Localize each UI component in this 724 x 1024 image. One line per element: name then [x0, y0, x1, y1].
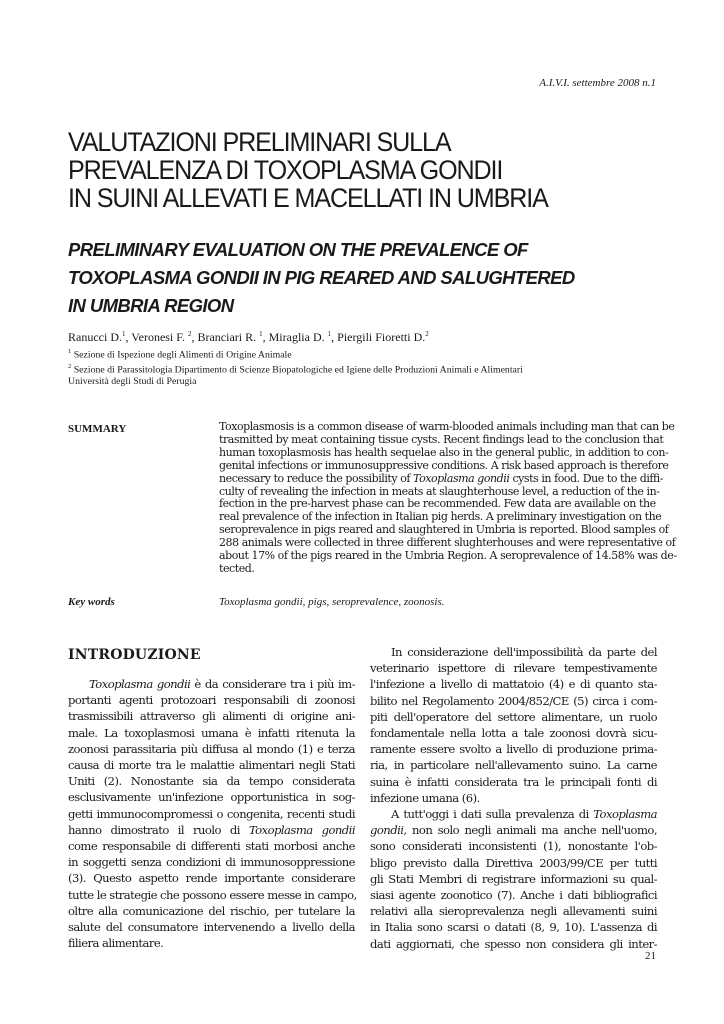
text-line: human toxoplasmosis has health sequelae also in the general public, in addition to con- — [219, 445, 669, 459]
text-line: veterinario ispettore di rilevare tempestivamente — [370, 661, 657, 676]
text-line: ramente essere svolto a livello di produzione prima- — [370, 742, 657, 757]
text-line: Toxoplasmosis is a common disease of warm-blooded animals including man that can be — [219, 420, 675, 433]
text-line: seroprevalence in pigs reared and slaughtered in Umbria is reported. Blood samples of — [219, 523, 669, 537]
text-line: necessary to reduce the possibility of Toxoplasma gondii cysts in food. Due to the diffi- — [219, 471, 663, 485]
affiliation-mark: 1 — [68, 348, 72, 355]
author-name: Miraglia D. — [268, 330, 328, 344]
journal-header: A.I.V.I. settembre 2008 n.1 — [539, 77, 656, 89]
text-line: siasi agente zoonotico (7). Anche i dati bibliografici — [370, 888, 657, 903]
text-line: fondamentale nella lotta a tale zoonosi dovrà sicu- — [370, 726, 657, 741]
text-line: A tutt'oggi i dati sulla prevalenza di Toxoplasma — [391, 807, 657, 822]
text-line: salute del consumatore intervenendo a livello della — [68, 920, 355, 935]
text-line: about 17% of the pigs reared in the Umbria Region. A seroprevalence of 14.58% was de- — [219, 549, 677, 563]
text-line: tutte le strategie che possono essere messe in campo, — [68, 887, 357, 902]
text-line: in soggetti senza condizioni di immunosoppressione — [68, 855, 355, 870]
text-line: l'infezione a livello di mattatoio (4) e di quanto sta- — [370, 677, 657, 692]
text-line: zoonosi parassitaria più diffusa al mondo (1) e terza — [68, 741, 355, 756]
text-line: hanno dimostrato il ruolo di Toxoplasma gondii — [68, 822, 355, 837]
text-line: oltre alla comunicazione del rischio, per tutelare la — [68, 903, 355, 918]
text-line: culty of revealing the infection in meats at slaughterhouse level, a reduction of the in- — [219, 484, 660, 498]
affiliation-text: Sezione di Parassitologia Dipartimento di Scienze Biopatologiche ed Igiene delle Produzioni Animali e Alimentari — [71, 364, 523, 376]
right-column-text — [370, 644, 657, 952]
author-affiliation-mark: 2 — [187, 330, 192, 338]
text-line: causa di morte tra le malattie alimentari negli Stati — [68, 758, 355, 773]
text-line: bligo previsto dalla Direttiva 2003/99/CE per tutti — [370, 855, 657, 870]
text-line: bilito nel Regolamento 2004/852/CE (5) circa i com- — [370, 693, 657, 708]
section-heading-introduzione: INTRODUZIONE — [68, 647, 201, 663]
text-line: getti immunocompromessi o congenita, recenti studi — [68, 806, 355, 821]
text-line: dati aggiornati, che spesso non considera gli inter- — [370, 936, 657, 951]
title-english-line: TOXOPLASMA GONDII IN PIG REARED AND SALUGHTERED — [68, 267, 575, 288]
text-line: filiera alimentare. — [68, 936, 164, 951]
text-line: sono considerati inconsistenti (1), nonostante l'ob- — [370, 839, 657, 854]
title-english-line: IN UMBRIA REGION — [68, 295, 234, 316]
title-italian-line: IN SUINI ALLEVATI E MACELLATI IN UMBRIA — [68, 183, 548, 213]
title-italian — [68, 128, 626, 212]
keywords-label: Key words — [68, 596, 115, 608]
affiliations — [68, 346, 523, 387]
text-line: piti dell'operatore del settore alimentare, un ruolo — [370, 709, 657, 724]
text-line: trasmitted by meat containing tissue cysts. Recent findings lead to the conclusion that — [219, 432, 664, 446]
author-name: Veronesi F. — [131, 330, 188, 344]
keywords-text: Toxoplasma gondii, pigs, seroprevalence, zoonosis. — [219, 596, 445, 608]
summary-text — [219, 420, 677, 576]
affiliation-text: Università degli Studi di Perugia — [68, 375, 197, 387]
author-affiliation-mark: 1 — [121, 330, 126, 338]
author-affiliation-mark: 1 — [259, 330, 263, 338]
text-line: gondii, non solo negli animali ma anche nell'uomo, — [370, 823, 657, 838]
text-line: tected. — [219, 561, 255, 575]
text-line: real prevalence of the infection in Italian pig herds. A preliminary investigation on the — [219, 510, 662, 524]
text-line: (3). Questo aspetto rende importante considerare — [68, 871, 355, 886]
text-line: Uniti (2). Nonostante sia da tempo considerata — [68, 774, 355, 789]
text-line: fection in the pre-harvest phase can be recommended. Few data are available on the — [219, 497, 656, 511]
author-name: Branciari R. — [197, 330, 260, 344]
author-affiliation-mark: 2 — [425, 330, 429, 338]
text-line: gli Stati Membri di registrare informazioni su qual- — [370, 871, 657, 886]
authors: Ranucci D.$^1$, Veronesi F. $^2$, Branciari R. $^1$, Miraglia D. $^1$, Piergili Fioretti D.$^2$ — [68, 330, 429, 344]
author-name: Ranucci D. — [68, 330, 122, 344]
affiliation-text: Sezione di Ispezione degli Alimenti di Origine Animale — [71, 349, 292, 361]
text-line: In considerazione dell'impossibilità da parte del — [391, 645, 657, 659]
title-italian-line: PREVALENZA DI TOXOPLASMA GONDII — [68, 155, 503, 185]
text-line: suina è infatti considerata tra le principali fonti di — [370, 774, 657, 789]
title-english-line: PRELIMINARY EVALUATION ON THE PREVALENCE OF — [68, 239, 528, 260]
text-line: genital infections or immunosuppressive conditions. A risk based approach is therefore — [219, 458, 669, 472]
text-line: come responsabile di differenti stati morbosi anche — [68, 839, 355, 854]
author-affiliation-mark: 1 — [327, 330, 332, 338]
text-line: in Italia sono scarsi o datati (8, 9, 10). L'assenza di — [370, 920, 657, 935]
text-line: Toxoplasma gondii è da considerare tra i più im- — [89, 677, 355, 691]
text-line: male. La toxoplasmosi umana è infatti ritenuta la — [68, 725, 355, 740]
title-italian-line: VALUTAZIONI PRELIMINARI SULLA — [68, 127, 451, 157]
text-line: relativi alla sieroprevalenza negli allevamenti suini — [370, 904, 657, 919]
text-line: 288 animals were collected in three different slughterhouses and were representative of — [219, 536, 676, 550]
text-line: trasmissibili attraverso gli alimenti di origine ani- — [68, 709, 355, 724]
author-name: Piergili Fioretti D. — [337, 330, 426, 344]
affiliation-line — [68, 346, 523, 361]
page-number: 21 — [645, 950, 656, 962]
affiliation-line — [68, 361, 523, 376]
title-english — [68, 236, 668, 320]
text-line: infezione umana (6). — [370, 790, 480, 805]
affiliation-mark: 2 — [68, 362, 72, 370]
left-column-text — [68, 676, 355, 951]
affiliation-line — [68, 376, 523, 388]
summary-label: SUMMARY — [68, 423, 127, 435]
text-line: ria, in particolare nell'allevamento suino. La carne — [370, 758, 657, 773]
text-line: esclusivamente un'infezione opportunistica in sog- — [68, 790, 355, 805]
text-line: portanti agenti protozoari responsabili di zoonosi — [68, 693, 355, 708]
